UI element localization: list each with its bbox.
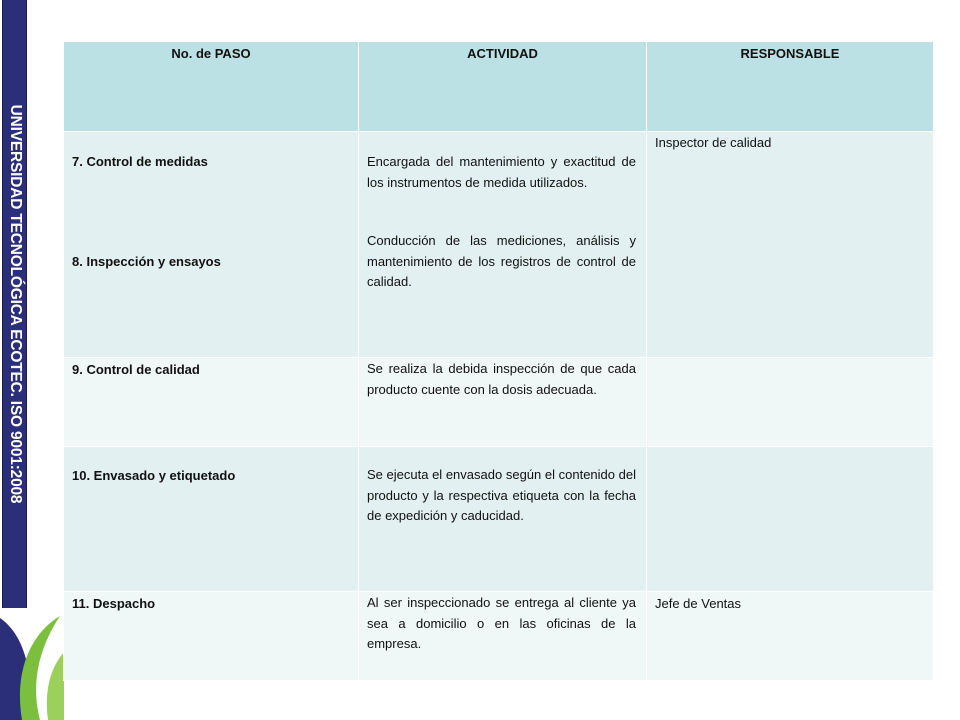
step-label: 11. Despacho <box>72 596 156 611</box>
sidebar-banner <box>2 0 27 608</box>
activity-cell <box>359 447 647 592</box>
activity-cell <box>359 358 647 447</box>
table-row <box>64 132 934 358</box>
process-steps-table <box>63 41 934 681</box>
responsible-cell <box>647 592 934 681</box>
activity-cell <box>359 592 647 681</box>
step-cell <box>64 447 359 592</box>
step-label: 8. Inspección y ensayos <box>72 254 221 269</box>
step-label: 10. Envasado y etiquetado <box>72 468 236 483</box>
responsible-cell <box>647 447 934 592</box>
responsible-text: Inspector de calidad <box>655 135 772 150</box>
step-cell <box>64 358 359 447</box>
step-label: 7. Control de medidas <box>72 154 208 169</box>
activity-text: Se realiza la debida inspección de que cada producto cuente con la dosis adecuada. <box>367 361 636 397</box>
step-cell <box>64 132 359 358</box>
responsible-cell <box>647 132 934 358</box>
university-name: UNIVERSIDAD TECNOLÓGICA ECOTEC. ISO 9001:2008 <box>6 104 24 504</box>
table-row <box>64 447 934 592</box>
step-label: 9. Control de calidad <box>72 362 200 377</box>
activity-text: Al ser inspeccionado se entrega al cliente ya sea a domicilio o en las oficinas de la empresa. <box>367 595 636 651</box>
responsible-text: Jefe de Ventas <box>655 596 742 611</box>
table-row <box>64 592 934 681</box>
ecotec-leaf-logo <box>0 612 64 720</box>
header-responsible: RESPONSABLE <box>647 42 934 132</box>
activity-text: Conducción de las mediciones, análisis y mantenimiento de los registros de control de calidad. <box>367 233 636 289</box>
table-header-row <box>64 42 934 132</box>
header-step: No. de PASO <box>64 42 359 132</box>
responsible-cell <box>647 358 934 447</box>
table-row <box>64 358 934 447</box>
activity-text: Encargada del mantenimiento y exactitud de los instrumentos de medida utilizados. <box>367 154 636 190</box>
activity-text: Se ejecuta el envasado según el contenido del producto y la respectiva etiqueta con la fecha de expedición y caducidad. <box>367 467 636 523</box>
activity-cell <box>359 132 647 358</box>
step-cell <box>64 592 359 681</box>
header-activity: ACTIVIDAD <box>359 42 647 132</box>
